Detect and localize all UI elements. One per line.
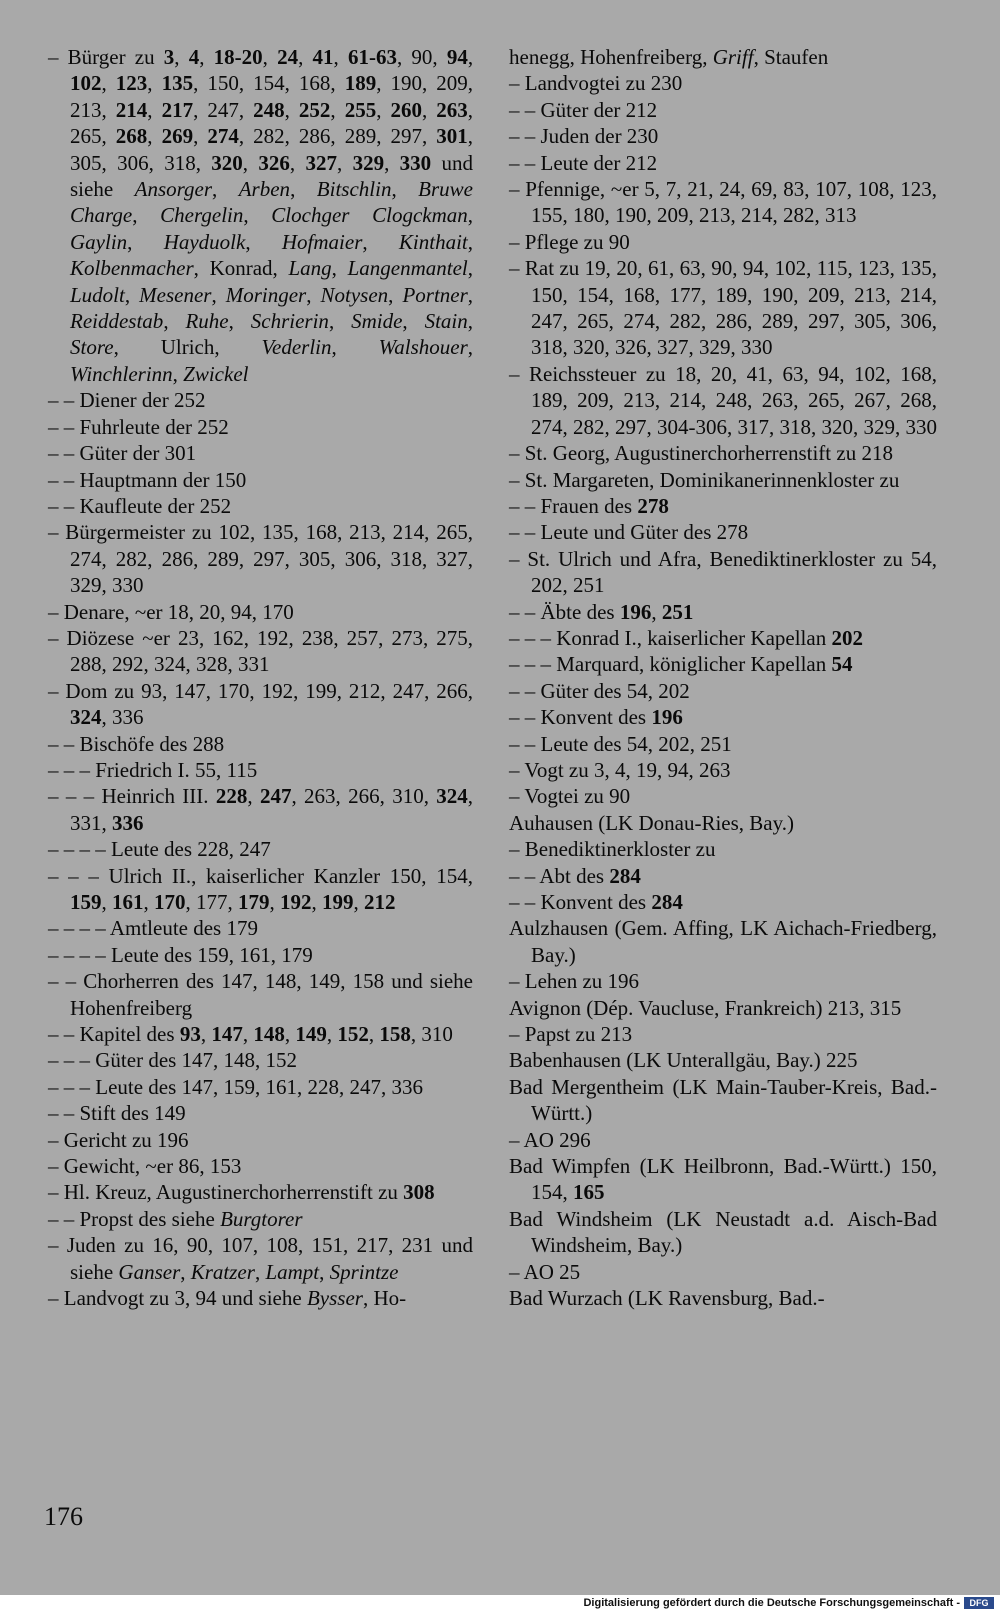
index-entry: – – Güter der 301 <box>48 441 197 466</box>
index-entry: – – Konvent des 284 <box>509 890 683 914</box>
index-entry: – Papst zu 213 <box>509 1022 633 1047</box>
index-entry: Bad Wimpfen (LK Heilbronn, Bad.-Württ.) 150, 154, 165 <box>509 1154 937 1205</box>
index-entry: – Diözese ~er 23, 162, 192, 238, 257, 273, 275, 288, 292, 324, 328, 331 <box>48 625 473 677</box>
index-entry: – – – – Leute des 159, 161, 179 <box>48 942 313 967</box>
index-entry: Avignon (Dép. Vaucluse, Frankreich) 213, 315 <box>509 995 902 1020</box>
index-entry: – Bürgermeister zu 102, 135, 168, 213, 214, 265, 274, 282, 286, 289, 297, 305, 306, 318, 327, 329, 330 <box>48 520 473 598</box>
index-entry: Bad Wurzach (LK Ravensburg, Bad.- <box>509 1286 825 1311</box>
index-entry: – – Leute der 212 <box>509 150 658 175</box>
index-entry: Babenhausen (LK Unterallgäu, Bay.) 225 <box>509 1048 858 1073</box>
index-entry: – – – – Leute des 228, 247 <box>48 837 271 862</box>
index-entry: – – Güter der 212 <box>509 97 658 122</box>
index-entry: – Pflege zu 90 <box>509 229 630 254</box>
index-entry: – AO 25 <box>509 1259 581 1284</box>
left-column <box>48 44 473 1312</box>
index-entry: – Landvogtei zu 230 <box>509 71 683 96</box>
index-entry: Aulzhausen (Gem. Affing, LK Aichach-Friedberg, Bay.) <box>509 916 937 967</box>
index-entry: – Juden zu 16, 90, 107, 108, 151, 217, 231 und siehe Ganser, Kratzer, Lampt, Sprintze <box>48 1233 473 1284</box>
index-entry: – – Juden der 230 <box>509 124 659 149</box>
index-entry: – – – Friedrich I. 55, 115 <box>48 757 258 782</box>
index-entry: – – Kapitel des 93, 147, 148, 149, 152, 158, 310 <box>48 1022 453 1047</box>
index-entry: – – Bischöfe des 288 <box>48 731 225 756</box>
index-entry: – – Hauptmann der 150 <box>48 467 247 492</box>
index-entry: – – – Güter des 147, 148, 152 <box>48 1048 298 1073</box>
footer-text: Digitalisierung gefördert durch die Deutsche Forschungsgemeinschaft - <box>583 1597 960 1609</box>
index-entry: – Denare, ~er 18, 20, 94, 170 <box>48 599 294 624</box>
index-entry: – – Konvent des 196 <box>509 705 683 730</box>
index-entry: – – Leute und Güter des 278 <box>509 520 749 545</box>
index-entry: – Landvogt zu 3, 94 und siehe Bysser, Ho- <box>48 1286 407 1311</box>
index-entry: – Hl. Kreuz, Augustinerchorherrenstift zu 308 <box>48 1180 435 1205</box>
index-entry: – Gericht zu 196 <box>48 1127 189 1152</box>
dfg-logo: DFG <box>964 1597 994 1609</box>
index-entry: – – Propst des siehe Burgtorer <box>48 1206 303 1231</box>
index-entry: – AO 296 <box>509 1127 591 1152</box>
index-entry: – Vogt zu 3, 4, 19, 94, 263 <box>509 757 731 782</box>
index-entry: henegg, Hohenfreiberg, Griff, Staufen <box>509 45 829 69</box>
index-entry: – – – – Amtleute des 179 <box>48 916 258 941</box>
index-entry: – Gewicht, ~er 86, 153 <box>48 1154 242 1179</box>
index-entry: – – Güter des 54, 202 <box>509 678 690 703</box>
index-entry: – Dom zu 93, 147, 170, 192, 199, 212, 247, 266, 324, 336 <box>48 678 473 730</box>
index-entry: – – Leute des 54, 202, 251 <box>509 731 732 756</box>
index-entry: Auhausen (LK Donau-Ries, Bay.) <box>509 810 794 835</box>
index-entry: – Bürger zu 3, 4, 18-20, 24, 41, 61-63, 90, 94, 102, 123, 135, 150, 154, 168, 189, 190, 209, 213, 214, 217, 247, 248, 252, 255, 260, 263, 265, 268, 269, 274, 282, 286, 289, 297, 301, 305, 306, 318, 320, 326, 327, 329, 330 und siehe Ansorger, Arben, Bitschlin, Bruwe Charge, Chergelin, Clochger Clogckman, Gaylin, Hayduolk, Hofmaier, Kinthait, Kolbenmacher, Konrad, Lang, Langenmantel, Ludolt, Mesener, Moringer, Notysen, Portner, Reiddestab, Ruhe, Schrierin, Smide, Stain, Store, Ulrich, Vederlin, Walshouer, Winchlerinn, Zwickel <box>48 45 474 386</box>
index-entry: Bad Mergentheim (LK Main-Tauber-Kreis, Bad.-Württ.) <box>509 1074 937 1126</box>
index-entry: – – – Marquard, königlicher Kapellan 54 <box>509 652 853 677</box>
index-entry: – – – Ulrich II., kaiserlicher Kanzler 150, 154, 159, 161, 170, 177, 179, 192, 199, 212 <box>48 863 473 914</box>
index-entry: – Vogtei zu 90 <box>509 784 631 809</box>
index-entry: – – – Heinrich III. 228, 247, 263, 266, 310, 324, 331, 336 <box>48 784 474 835</box>
footer-bar <box>0 1595 1000 1612</box>
index-entry: – – Frauen des 278 <box>509 493 669 518</box>
index-entry: – – – Konrad I., kaiserlicher Kapellan 202 <box>509 625 863 650</box>
index-entry: – Lehen zu 196 <box>509 969 640 994</box>
index-entry: – – Abt des 284 <box>509 863 641 888</box>
index-entry: – – Äbte des 196, 251 <box>509 599 694 624</box>
index-entry: – – Chorherren des 147, 148, 149, 158 und siehe Hohenfreiberg <box>48 969 473 1020</box>
right-column <box>509 44 937 1312</box>
index-entry: – – – Leute des 147, 159, 161, 228, 247, 336 <box>48 1074 424 1099</box>
index-entry: – St. Georg, Augustinerchorherrenstift zu 218 <box>509 441 893 466</box>
page-number: 176 <box>44 1502 83 1531</box>
index-entry: – – Kaufleute der 252 <box>48 493 232 518</box>
index-entry: – Rat zu 19, 20, 61, 63, 90, 94, 102, 115, 123, 135, 150, 154, 168, 177, 189, 190, 209, 213, 214, 247, 265, 274, 282, 286, 289, 297, 305, 306, 318, 320, 326, 327, 329, 330 <box>509 256 937 360</box>
index-entry: Bad Windsheim (LK Neustadt a.d. Aisch-Bad Windsheim, Bay.) <box>509 1206 937 1258</box>
index-entry: – Pfennige, ~er 5, 7, 21, 24, 69, 83, 107, 108, 123, 155, 180, 190, 209, 213, 214, 282, 313 <box>509 177 937 228</box>
index-entry: – St. Ulrich und Afra, Benediktinerkloster zu 54, 202, 251 <box>509 546 937 598</box>
index-entry: – St. Margareten, Dominikanerinnenkloster zu <box>509 467 900 492</box>
index-entry: – – Diener der 252 <box>48 388 206 413</box>
index-entry: – Reichssteuer zu 18, 20, 41, 63, 94, 102, 168, 189, 209, 213, 214, 248, 263, 265, 267, 268, 274, 282, 297, 304-306, 317, 318, 320, 329, 330 <box>509 361 937 439</box>
index-entry: – – Stift des 149 <box>48 1101 186 1126</box>
index-entry: – Benediktinerkloster zu <box>509 837 716 862</box>
index-entry: – – Fuhrleute der 252 <box>48 414 229 439</box>
